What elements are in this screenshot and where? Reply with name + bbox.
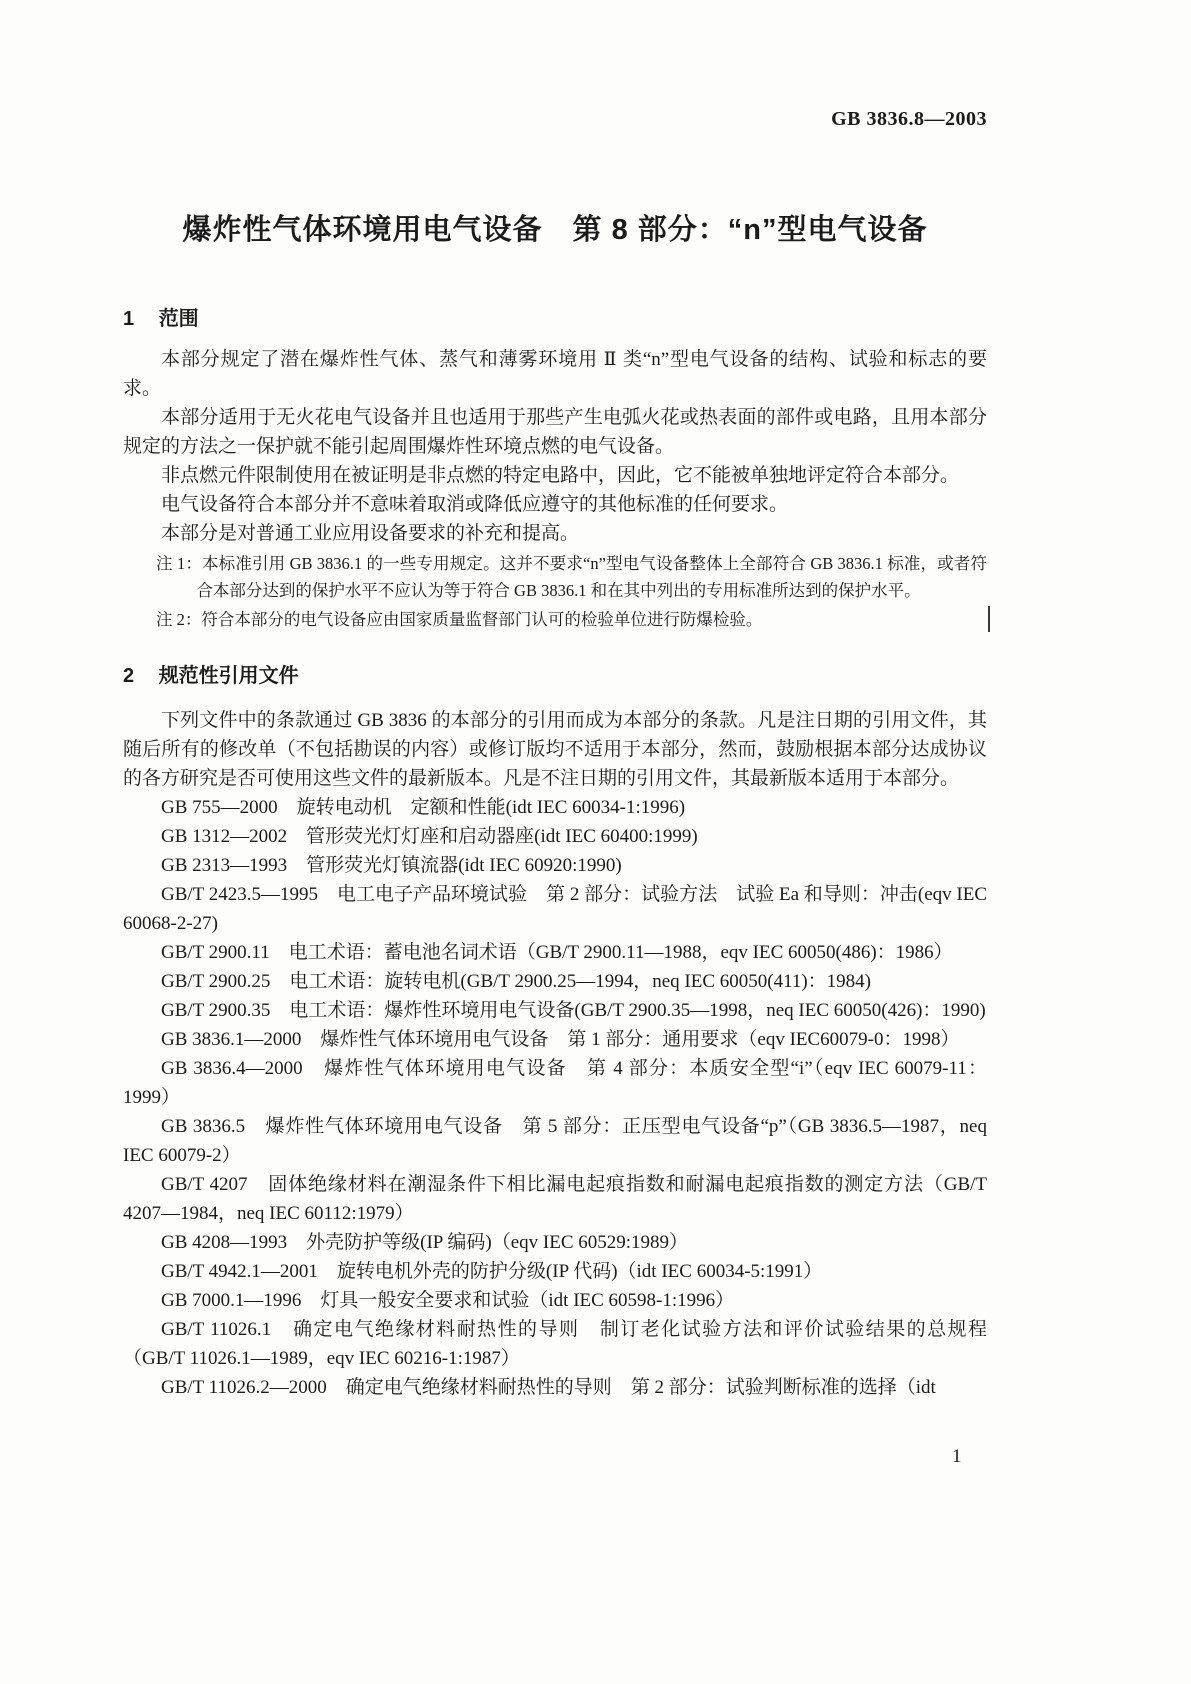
paragraph: 本部分是对普通工业应用设备要求的补充和提高。 [161,523,580,544]
doc-number: GB 3836.8—2003 [831,108,987,130]
section-2-title: 规范性引用文件 [158,665,299,687]
reference-item: GB 3836.1—2000 爆炸性气体环境用电气设备 第 1 部分：通用要求（eqv IEC60079-0：1998） [161,1029,960,1050]
section-1-paragraphs [123,345,987,548]
note-2: 注 2：符合本部分的电气设备应由国家质量监督部门认可的检验单位进行防爆检验。 [156,610,763,629]
reference-item: GB 2313—1993 管形荧光灯镇流器(idt IEC 60920:1990) [161,855,622,876]
section-normative-references [123,659,987,1402]
reference-item: GB/T 2900.35 电工术语：爆炸性环境用电气设备(GB/T 2900.35—1998，neq IEC 60050(426)：1990) [161,1000,986,1021]
note-1: 注 1：本标准引用 GB 3836.1 的一些专用规定。这并不要求“n”型电气设备整体上全部符合 GB 3836.1 标准，或者符合本部分达到的保护水平不应认为等于符合 GB 3836.1 和在其中列出的专用标准所达到的保护水平。 [156,554,987,600]
reference-item: GB/T 4207 固体绝缘材料在潮湿条件下相比漏电起痕指数和耐漏电起痕指数的测定方法（GB/T 4207—1984，neq IEC 60112:1979） [123,1174,987,1224]
reference-item: GB/T 11026.2—2000 确定电气绝缘材料耐热性的导则 第 2 部分：试验判断标准的选择（idt [161,1377,936,1398]
section-2-heading [123,659,987,688]
reference-list [123,793,987,1402]
reference-item: GB/T 2423.5—1995 电工电子产品环境试验 第 2 部分：试验方法 试验 Ea 和导则：冲击(eqv IEC 60068-2-27) [123,884,987,934]
reference-item: GB 4208—1993 外壳防护等级(IP 编码)（eqv IEC 60529:1989） [161,1232,689,1253]
page-content [123,0,987,1402]
section-1-title: 范围 [158,308,199,330]
reference-item: GB 755—2000 旋转电动机 定额和性能(idt IEC 60034-1:1996) [161,797,686,818]
reference-item: GB 3836.4—2000 爆炸性气体环境用电气设备 第 4 部分：本质安全型“i”（eqv IEC 60079-11：1999） [123,1058,987,1108]
paragraph: 本部分规定了潜在爆炸性气体、蒸气和薄雾环境用 Ⅱ 类“n”型电气设备的结构、试验和标志的要求。 [123,349,987,399]
doc-title: 爆炸性气体环境用电气设备 第 8 部分：“n”型电气设备 [182,214,928,246]
section-2-intro: 下列文件中的条款通过 GB 3836 的本部分的引用而成为本部分的条款。凡是注日期的引用文件，其随后所有的修改单（不包括勘误的内容）或修订版均不适用于本部分，然而，鼓励根据本部分达成协议的各方研究是否可使用这些文件的最新版本。凡是不注日期的引用文件，其最新版本适用于本部分。 [123,710,987,789]
reference-item: GB/T 2900.11 电工术语：蓄电池名词术语（GB/T 2900.11—1988，eqv IEC 60050(486)：1986） [161,942,953,963]
revision-mark [988,606,990,632]
reference-item: GB 1312—2002 管形荧光灯灯座和启动器座(idt IEC 60400:1999) [161,826,698,847]
section-2-number: 2 [123,665,135,687]
reference-item: GB 7000.1—1996 灯具一般安全要求和试验（idt IEC 60598-1:1996） [161,1290,735,1311]
section-1-heading [123,302,987,331]
paragraph: 电气设备符合本部分并不意味着取消或降低应遵守的其他标准的任何要求。 [161,494,789,515]
page-number: 1 [952,1446,962,1467]
reference-item: GB/T 2900.25 电工术语：旋转电机(GB/T 2900.25—1994，neq IEC 60050(411)：1984) [161,971,872,992]
section-scope [123,302,987,633]
reference-item: GB/T 4942.1—2001 旋转电机外壳的防护分级(IP 代码)（idt IEC 60034-5:1991） [161,1261,823,1282]
reference-item: GB 3836.5 爆炸性气体环境用电气设备 第 5 部分：正压型电气设备“p”（GB 3836.5—1987，neq IEC 60079-2） [123,1116,987,1166]
paragraph: 本部分适用于无火花电气设备并且也适用于那些产生电弧火花或热表面的部件或电路，且用本部分规定的方法之一保护就不能引起周围爆炸性环境点燃的电气设备。 [123,407,987,457]
reference-item: GB/T 11026.1 确定电气绝缘材料耐热性的导则 制订老化试验方法和评价试验结果的总规程（GB/T 11026.1—1989，eqv IEC 60216-1:1987） [123,1319,987,1369]
paragraph: 非点燃元件限制使用在被证明是非点燃的特定电路中，因此，它不能被单独地评定符合本部分。 [161,465,960,486]
section-1-number: 1 [123,308,135,330]
